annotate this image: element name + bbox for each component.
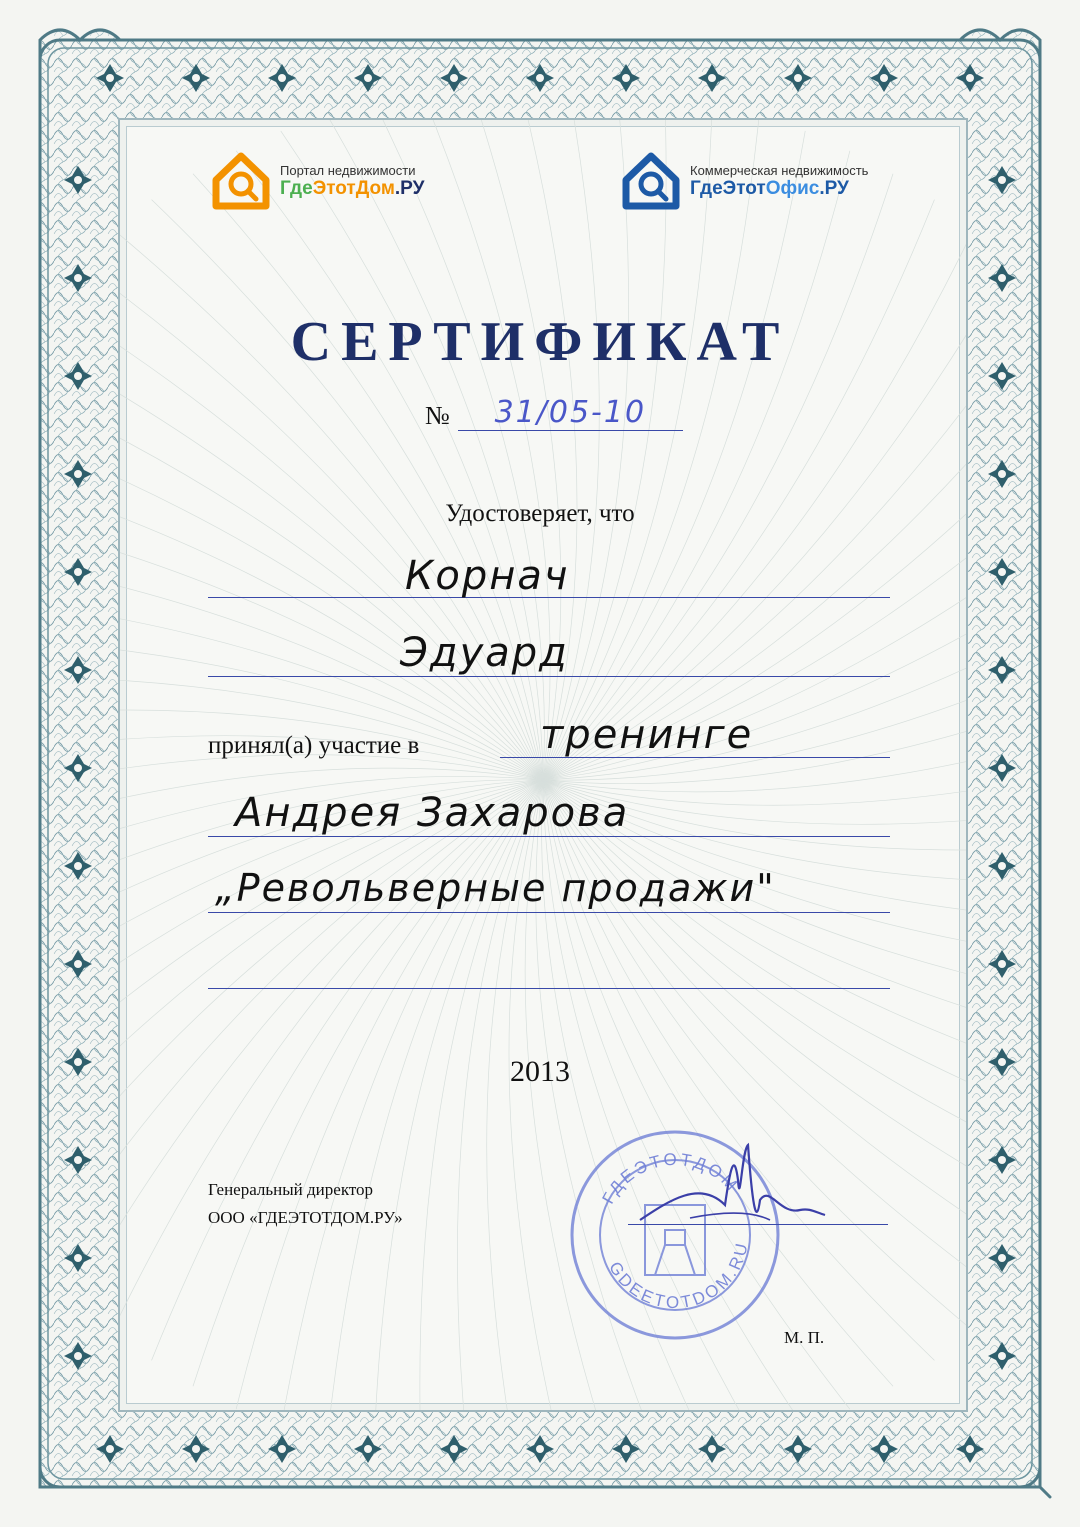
event-type: тренинге — [540, 712, 754, 758]
participant-name: Эдуард — [400, 630, 569, 676]
stamp-place: М. П. — [784, 1328, 825, 1347]
participant-surname: Корнач — [405, 553, 570, 599]
line-event-name — [208, 912, 890, 913]
logo-gdeetotdom — [210, 150, 424, 212]
certifies-text: Удостоверяет, что — [445, 500, 635, 527]
logo-gdeetotofis — [620, 150, 868, 212]
signature — [630, 1140, 830, 1250]
number-sign: № — [425, 401, 450, 430]
event-name: „Револьверные продажи" — [215, 866, 776, 910]
number-value: 31/05-10 — [458, 395, 683, 431]
house-search-icon — [210, 150, 272, 212]
event-author: Андрея Захарова — [235, 790, 630, 836]
line-event-author — [208, 836, 890, 837]
participated-text: принял(а) участие в — [208, 732, 420, 759]
certificate-title: СЕРТИФИКАТ — [290, 311, 790, 373]
year: 2013 — [510, 1055, 570, 1088]
line-empty — [208, 988, 890, 989]
logo-left-caption: Портал недвижимости — [280, 162, 416, 178]
logo-left-name: ГдеЭтотДом.РУ — [280, 177, 425, 199]
logo-right-caption: Коммерческая недвижимость — [690, 162, 869, 178]
logo-right-name: ГдеЭтотОфис.РУ — [690, 177, 849, 199]
line-name — [208, 676, 890, 677]
svg-text:GDEETOTDOM.RU: GDEETOTDOM.RU — [605, 1239, 752, 1313]
house-search-icon — [620, 150, 682, 212]
signatory-position: Генеральный директор — [208, 1180, 374, 1199]
svg-text:ГДЕЭТОТДОМ: ГДЕЭТОТДОМ — [598, 1149, 743, 1208]
certificate-number — [425, 395, 683, 431]
signatory-org: ООО «ГДЕЭТОТДОМ.РУ» — [208, 1208, 403, 1227]
